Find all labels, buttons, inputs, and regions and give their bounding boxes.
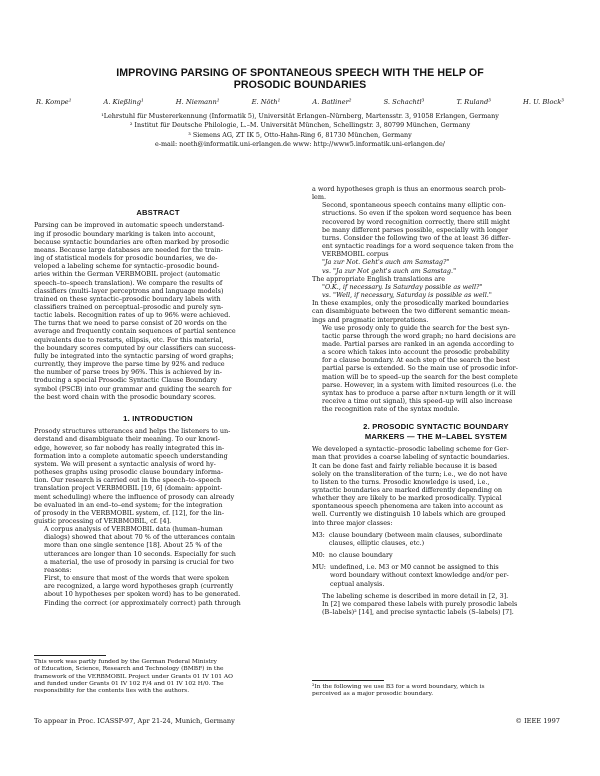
text-line: the recognition rate of the syntax module.: [322, 405, 460, 414]
text-line: derstand and disambiguate their meaning. To our knowl-: [34, 435, 220, 444]
text-line: well. Currently we distinguish 10 labels which are grouped: [312, 510, 506, 519]
text-line: to listen to the turns. Prosodic knowledge is used, i.e.,: [312, 477, 490, 486]
affiliations: [30, 112, 570, 150]
text-line: for a clause boundary. At each step of the search the best: [322, 356, 510, 365]
english-example-1: "O.K., if necessary. Is Saturday possible as well?": [322, 282, 483, 291]
intro-paragraph-1: [34, 427, 282, 525]
text-line: classifiers trained on perceptual–prosodic and purely syn-: [34, 302, 224, 311]
text-line: structions. So even if the spoken word sequence has been: [322, 209, 512, 218]
author: A. Batliner²: [312, 98, 352, 106]
text-line: tion. Our research is carried out in the speech–to–speech: [34, 476, 222, 485]
text-line: aries within the German VERBMOBIL project (automatic: [34, 270, 221, 279]
footnote-funding: [34, 659, 282, 695]
text-line: trained on these syntactic–prosodic boundary labels with: [34, 294, 221, 303]
text-line: reasons:: [44, 565, 72, 574]
abstract-heading: ABSTRACT: [136, 208, 180, 217]
label-m3: [312, 531, 560, 547]
paragraph-search-problem: [312, 185, 560, 201]
author-list: [36, 98, 564, 106]
text-line: into three major classes:: [312, 518, 393, 527]
author: H. U. Block³: [523, 98, 564, 106]
author: T. Ruland³: [456, 98, 491, 106]
text-line: the number of parse trees by 96%. This is achieved by in-: [34, 368, 222, 377]
german-example-1: "Ja zur Not. Geht's auch am Samstag?": [322, 258, 450, 267]
author: A. Kießling¹: [103, 98, 144, 106]
text-line: recovered by word recognition correctly, there still might: [322, 217, 510, 226]
footnote-rule: [34, 655, 106, 656]
text-line: edge, however, so far nobody has really integrated this in-: [34, 443, 225, 452]
text-line: made. Partial parses are ranked in an agenda according to: [322, 339, 514, 348]
text-line: a score which takes into account the prosodic probability: [322, 348, 510, 357]
text-line: solely on the transliteration of the turn; i.e., we do not have: [312, 469, 508, 478]
text-line: ment scheduling) where the influence of prosody can already: [34, 492, 235, 501]
right-column: [312, 185, 560, 616]
text-line: mation will be to speed–up the search for the best complete: [322, 372, 518, 381]
text-line: fully be integrated into the syntactic parsing of word graphs;: [34, 351, 234, 360]
text-line: formation into a complete automatic speech understanding: [34, 451, 228, 460]
text-line: lem.: [312, 193, 327, 202]
text-line: veloped a labeling scheme for syntactic–prosodic bound-: [34, 262, 220, 271]
author: R. Kompe¹: [36, 98, 72, 106]
label-m0: [312, 551, 560, 559]
paragraph-prosody-guide: [312, 324, 560, 414]
text-line: no clause boundary: [328, 551, 393, 560]
left-column: [34, 208, 282, 607]
text-line: because syntactic boundaries are often marked by prosodic: [34, 237, 229, 246]
label-definitions: [312, 531, 560, 588]
title-line: PROSODIC BOUNDARIES: [233, 79, 367, 91]
footer-citation: To appear in Proc. ICASSP-97, Apr 21-24, Munich, Germany: [34, 717, 235, 725]
label-key: M0:: [312, 551, 325, 560]
text-line: perceived as a major prosodic boundary.: [312, 691, 434, 698]
affiliation: ² Institut für Deutsche Philologie, L.–M. Universität München, Schellingstr. 3, 80799 München, Germany: [129, 121, 471, 130]
text-line: whether they are likely to be marked prosodically. Typical: [312, 494, 502, 503]
label-key: MU:: [312, 563, 326, 572]
text-line: system. We will present a syntactic analysis of word hy-: [34, 459, 216, 468]
german-example-2: vs. "Ja zur Not geht's auch am Samstag.": [322, 266, 457, 275]
text-line: spontaneous speech phenomena are taken into account as: [312, 502, 503, 511]
text-line: ²In the following we use B3 for a word boundary, which is: [312, 684, 485, 690]
text-line: receive a time out signal), this speed–up will also increase: [322, 397, 513, 406]
text-line: clauses, elliptic clauses, etc.): [328, 538, 425, 547]
affiliation: ³ Siemens AG, ZT IK 5, Otto-Hahn-Ring 6, 81730 München, Germany: [188, 130, 412, 139]
text-line: The turns that we need to parse consist of 20 words on the: [34, 319, 227, 328]
text-line: more than one single sentence [18]. About 25 % of the: [44, 541, 223, 550]
text-line: In these examples, only the prosodically marked boundaries: [312, 299, 509, 308]
text-line: be evaluated in an end–to–end system; for the integration: [34, 500, 223, 509]
text-line: average and frequently contain sequences of partial sentence: [34, 327, 236, 336]
text-line: Prosody structures utterances and helps the listeners to un-: [34, 427, 231, 436]
text-line: (B–labels)² [14], and precise syntactic labels (S–labels) [7].: [322, 608, 514, 616]
text-line: First, to ensure that most of the words that were spoken: [44, 574, 229, 583]
text-line: the best word chain with the prosodic boundary scores.: [34, 392, 216, 401]
paper-title: [40, 67, 560, 91]
text-line: We use prosody only to guide the search for the best syn-: [322, 323, 510, 332]
text-line: syntactic boundaries are marked differently depending on: [312, 485, 503, 494]
text-line: partial parse is extended. So the main use of prosodic infor-: [322, 364, 518, 373]
label-key: M3:: [312, 530, 325, 539]
text-line: In [2] we compared these labels with purely prosodic labels: [322, 599, 518, 608]
text-line: and funded under Grants 01 IV 102 F/4 and 01 IV 102 H/0. The: [34, 680, 224, 687]
label-desc: [329, 551, 560, 559]
text-line: dialogs) showed that about 70 % of the utterances contain: [44, 533, 236, 542]
text-line: man that provides a coarse labeling of syntactic boundaries.: [312, 453, 510, 462]
text-line: guistic processing of VERBMOBIL, cf. [4].: [34, 516, 172, 525]
text-line: ing if prosodic boundary marking is taken into account,: [34, 229, 216, 238]
text-line: are recognized, a large word hypotheses graph (currently: [44, 582, 234, 591]
text-line: Parsing can be improved in automatic speech understand-: [34, 221, 225, 230]
text-line: ings and pragmatic interpretations.: [312, 315, 429, 324]
paragraph-elliptic: [312, 201, 560, 258]
text-line: responsibility for the contents lies with the authors.: [34, 688, 190, 695]
label-mu: [312, 563, 560, 587]
introduction-heading: 1. INTRODUCTION: [123, 413, 193, 423]
text-line: of Education, Science, Research and Technology (BMBF) in the: [34, 666, 224, 673]
text-line: currently, they improve the parse time by 92% and reduce: [34, 360, 225, 369]
english-example-2: vs. "Well, if necessary, Saturday is possible as well.": [322, 291, 492, 300]
text-line: ent syntactic readings for a word sequence taken from the: [322, 242, 514, 251]
text-line: about 10 hypotheses per spoken word) has to be generated.: [44, 590, 241, 599]
title-line: IMPROVING PARSING OF SPONTANEOUS SPEECH WITH THE HELP OF: [116, 67, 484, 79]
text-line: We developed a syntactic–prosodic labeling scheme for Ger-: [312, 445, 509, 454]
author: E. Nöth¹: [251, 98, 281, 106]
author: S. Schachtl³: [383, 98, 425, 106]
text-line: symbol (PSCB) into our grammar and guiding the search for: [34, 384, 232, 393]
text-line: This work was partly funded by the German Federal Ministry: [34, 659, 217, 665]
intro-paragraph-3: [34, 574, 282, 607]
text-line: A corpus analysis of VERBMOBIL data (human–human: [44, 525, 223, 534]
text-line: classifiers (multi–layer perceptrons and language models): [34, 286, 224, 295]
section2-heading-line: MARKERS — THE M–LABEL SYSTEM: [364, 431, 508, 441]
text-line: speech–to–speech translation). We compare the results of: [34, 278, 223, 287]
footer-copyright: © IEEE 1997: [515, 717, 560, 725]
text-line: turns. Consider the following two of the at least 36 differ-: [322, 233, 511, 242]
intro-paragraph-2: [34, 525, 282, 574]
section2-paragraph-1: [312, 445, 560, 527]
translation-intro: The appropriate English translations are: [312, 274, 446, 283]
text-line: framework of the VERBMOBIL Project under Grants 01 IV 101 AO: [34, 673, 233, 680]
text-line: the boundary scores computed by our classifiers can success-: [34, 343, 236, 352]
text-line: a word hypotheses graph is thus an enormous search prob-: [312, 185, 506, 193]
paragraph-disambiguate: [312, 299, 560, 323]
footnote-b3: [312, 684, 560, 699]
label-desc: [330, 563, 560, 587]
text-line: parse. However, in a system with limited resources (i.e. the: [322, 380, 517, 389]
affiliation: ¹Lehrstuhl für Mustererkennung (Informatik 5), Universität Erlangen–Nürnberg, Martensstr. 3, 91058 Erlangen, Germany: [101, 112, 499, 120]
text-line: translation project VERBMOBIL [19, 6] (domain: appoint-: [34, 484, 223, 493]
text-line: ceptual analysis.: [329, 579, 385, 588]
text-line: word boundary without context knowledge and/or per-: [329, 571, 509, 580]
author: H. Niemann¹: [175, 98, 220, 106]
text-line: Finding the correct (or approximately correct) path through: [44, 598, 241, 607]
contact-line: e-mail: noeth@informatik.uni-erlangen.de www: http://www5.informatik.uni-erlangen.de/: [155, 140, 445, 149]
text-line: utterances are longer than 10 seconds. Especially for such: [44, 549, 236, 558]
text-line: tactic parse through the word graph; no hard decisions are: [322, 331, 516, 340]
text-line: It can be done fast and fairly reliable because it is based: [312, 461, 498, 470]
abstract-text: [34, 221, 282, 400]
label-desc: [329, 531, 560, 547]
text-line: potheses graphs using prosodic clause boundary informa-: [34, 468, 224, 477]
text-line: undefined, i.e. M3 or M0 cannot be assigned to this: [329, 563, 499, 572]
text-line: be many different parses possible, especially with longer: [322, 225, 509, 234]
section2-heading: [312, 422, 560, 441]
footnote-rule: [312, 680, 384, 681]
text-line: clause boundary (between main clauses, subordinate: [328, 530, 503, 539]
text-line: ing of statistical models for prosodic boundaries, we de-: [34, 254, 218, 263]
text-line: a material, the use of prosody in parsing is crucial for two: [44, 557, 234, 566]
text-line: syntax has to produce a parse after n×turn length or it will: [322, 388, 516, 397]
text-line: troducing a special Prosodic Syntactic Clause Boundary: [34, 376, 218, 385]
text-line: equivalents due to restarts, ellipsis, etc. For this material,: [34, 335, 224, 344]
text-line: Second, spontaneous speech contains many elliptic con-: [322, 201, 506, 210]
text-line: means. Because large databases are needed for the train-: [34, 245, 223, 254]
text-line: The labeling scheme is described in more detail in [2, 3].: [322, 591, 509, 600]
text-line: can disambiguate between the two different semantic mean-: [312, 307, 511, 316]
section2-heading-line: 2. PROSODIC SYNTACTIC BOUNDARY: [363, 422, 509, 432]
section2-paragraph-2: [312, 592, 560, 616]
text-line: tactic labels. Recognition rates of up to 96% were achieved.: [34, 311, 231, 320]
text-line: VERBMOBIL corpus: [322, 250, 389, 259]
text-line: of prosody in the VERBMOBIL system, cf. [12], for the lin-: [34, 508, 224, 517]
